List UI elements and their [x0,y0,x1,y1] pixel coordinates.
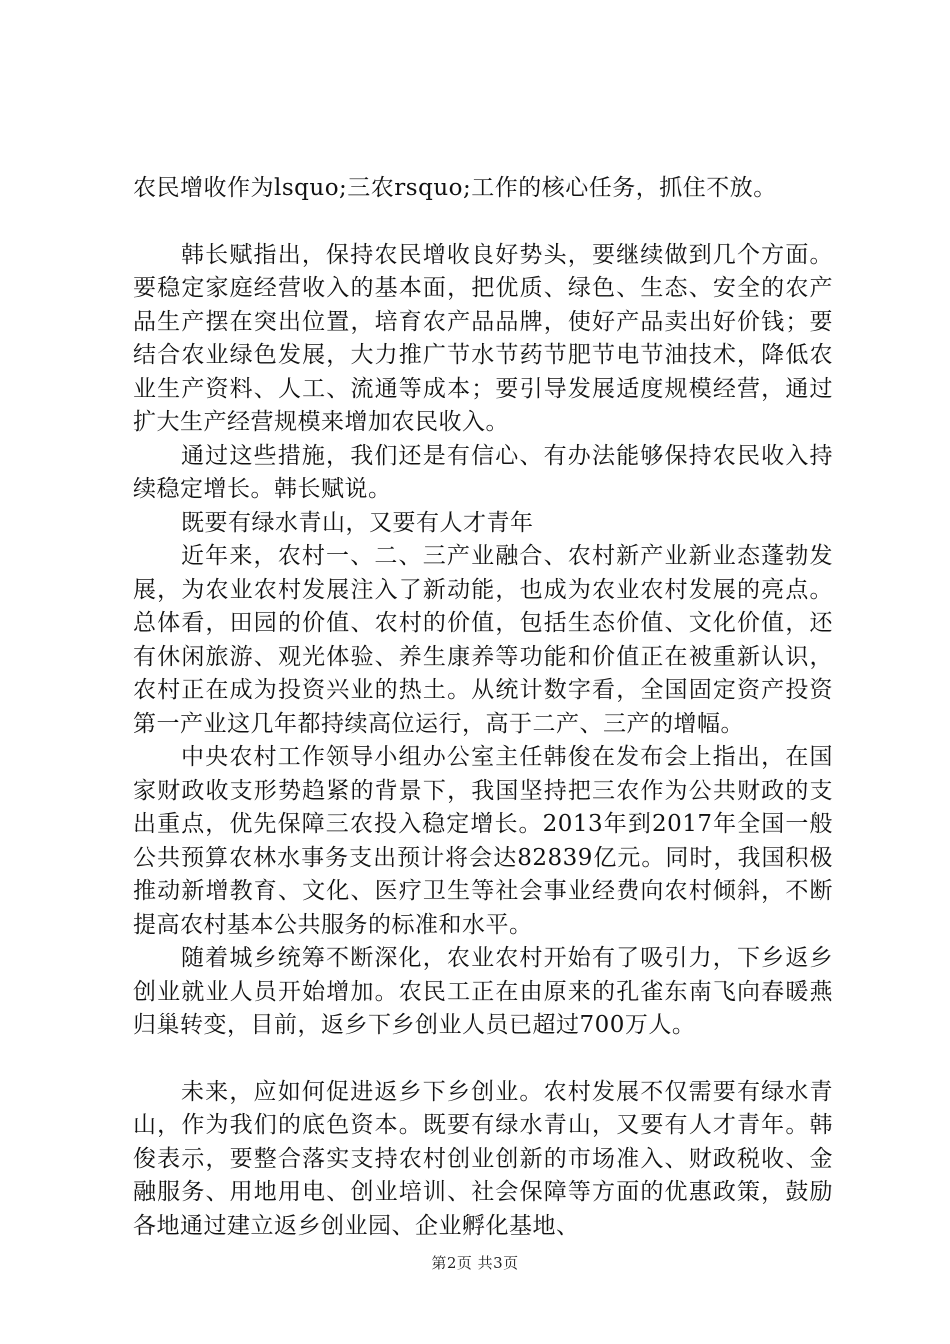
page-number: 第2页 共3页 [431,1254,519,1272]
paragraph-6: 随着城乡统筹不断深化，农业农村开始有了吸引力，下乡返乡创业就业人员开始增加。农民工正在由原来的孔雀东南飞向春暖燕归巢转变，目前，返乡下乡创业人员已超过700万人。 [133,945,833,1038]
paragraph-4: 近年来，农村一、二、三产业融合、农村新产业新业态蓬勃发展，为农业农村发展注入了新动能，也成为农业农村发展的亮点。总体看，田园的价值、农村的价值，包括生态价值、文化价值，还有休闲旅游、观光体验、养生康养等功能和价值正在被重新认识，农村正在成为投资兴业的热土。从统计数字看，全国固定资产投资第一产业这几年都持续高位运行，高于二产、三产的增幅。 [133,543,833,737]
section-heading: 既要有绿水青山，又要有人才青年 [181,509,534,536]
paragraph-5: 中央农村工作领导小组办公室主任韩俊在发布会上指出，在国家财政收支形势趋紧的背景下，我国坚持把三农作为公共财政的支出重点，优先保障三农投入稳定增长。2013年到2017年全国一般公共预算农林水事务支出预计将会达82839亿元。同时，我国积极推动新增教育、文化、医疗卫生等社会事业经费向农村倾斜，不断提高农村基本公共服务的标准和水平。 [133,744,833,938]
paragraph-1: 农民增收作为lsquo;三农rsquo;工作的核心任务，抓住不放。 [133,175,777,201]
paragraph-3: 通过这些措施，我们还是有信心、有办法能够保持农民收入持续稳定增长。韩长赋说。 [133,442,833,502]
paragraph-7: 未来，应如何促进返乡下乡创业。农村发展不仅需要有绿水青山，作为我们的底色资本。既要有绿水青山，又要有人才青年。韩俊表示，要整合落实支持农村创业创新的市场准入、财政税收、金融服务、用地用电、创业培训、社会保障等方面的优惠政策，鼓励各地通过建立返乡创业园、企业孵化基地、 [133,1078,833,1239]
document-body [133,172,833,1243]
paragraph-2: 韩长赋指出，保持农民增收良好势头，要继续做到几个方面。要稳定家庭经营收入的基本面，把优质、绿色、生态、安全的农产品生产摆在突出位置，培育农产品品牌，使好产品卖出好价钱；要结合农业绿色发展，大力推广节水节药节肥节电节油技术，降低农业生产资料、人工、流通等成本；要引导发展适度规模经营，通过扩大生产经营规模来增加农民收入。 [133,241,833,435]
